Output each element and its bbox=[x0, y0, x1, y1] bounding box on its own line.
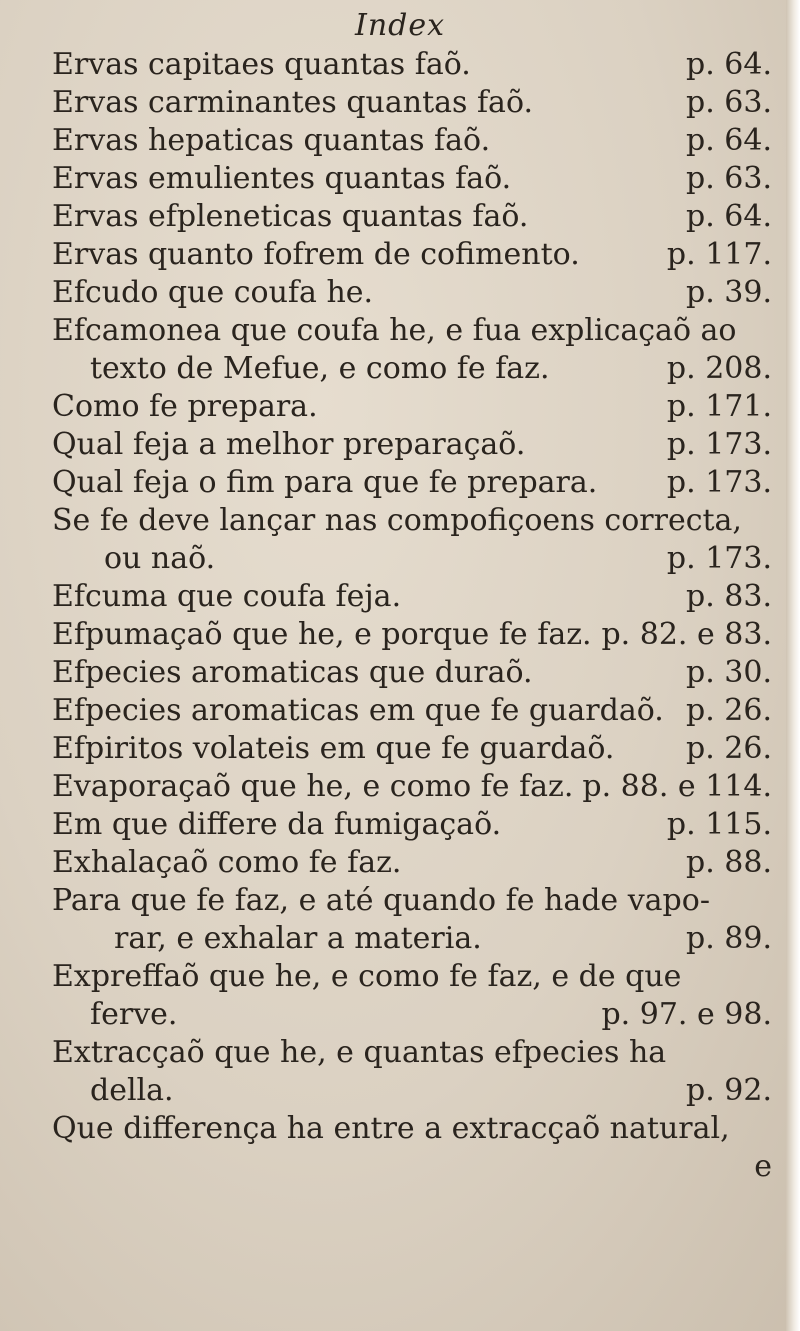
index-entry bbox=[52, 46, 772, 84]
entry-page: p. 173. bbox=[666, 465, 772, 500]
entry-text: della. bbox=[90, 1073, 174, 1108]
index-entry bbox=[52, 844, 772, 882]
entry-text: Qual feja o fim para que fe prepara. bbox=[52, 465, 598, 500]
entry-text: Ervas quanto fofrem de cofimento. bbox=[52, 237, 580, 272]
index-entry bbox=[52, 198, 772, 236]
index-entry bbox=[52, 806, 772, 844]
entry-page: p. 26. bbox=[686, 731, 772, 766]
entry-text: Ervas hepaticas quantas faõ. bbox=[52, 123, 491, 158]
index-entry bbox=[52, 160, 772, 198]
entry-page: p. 173. bbox=[666, 427, 772, 462]
entry-page: p. 97. e 98. bbox=[601, 997, 772, 1032]
index-entry bbox=[52, 312, 772, 350]
entry-page: p. 64. bbox=[686, 123, 772, 158]
entry-page: p. 64. bbox=[686, 199, 772, 234]
entry-text: Em que differe da fumigaçaõ. bbox=[52, 807, 502, 842]
entry-text: Ervas efpleneticas quantas faõ. bbox=[52, 199, 529, 234]
index-entry bbox=[52, 1034, 772, 1072]
entry-page: p. 83. bbox=[686, 579, 772, 614]
entry-text: Ervas emulientes quantas faõ. bbox=[52, 161, 512, 196]
entry-text: Efcudo que coufa he. bbox=[52, 275, 374, 310]
index-entry bbox=[52, 768, 772, 806]
entry-page: p. 89. bbox=[686, 921, 772, 956]
entry-page: p. 173. bbox=[666, 541, 772, 576]
index-entry bbox=[52, 502, 772, 540]
entry-page: p. 26. bbox=[686, 693, 772, 728]
entry-text: Efpecies aromaticas que duraõ. bbox=[52, 655, 533, 690]
entry-text: Ervas carminantes quantas faõ. bbox=[52, 85, 534, 120]
entry-page: p. 63. bbox=[686, 161, 772, 196]
index-entry bbox=[52, 692, 772, 730]
entry-page: p. 171. bbox=[666, 389, 772, 424]
entry-text: Exhalaçaõ como fe faz. bbox=[52, 845, 402, 880]
entry-page: p. 117. bbox=[666, 237, 772, 272]
entry-text: Efpiritos volateis em que fe guardaõ. bbox=[52, 731, 615, 766]
catchword-text: e bbox=[754, 1149, 772, 1184]
entry-text: Efcamonea que coufa he, e fua explicaçaõ ao bbox=[52, 313, 737, 348]
entry-text: Efcuma que coufa feja. bbox=[52, 579, 402, 614]
index-entry bbox=[52, 274, 772, 312]
entry-page: p. 39. bbox=[686, 275, 772, 310]
entry-page: p. 88. bbox=[686, 845, 772, 880]
index-entry-continuation bbox=[52, 540, 772, 578]
index-entry-continuation bbox=[52, 1072, 772, 1110]
entry-text: Para que fe faz, e até quando fe hade vapo- bbox=[52, 883, 710, 918]
entry-text: Se fe deve lançar nas compofiçoens correcta, bbox=[52, 503, 742, 538]
index-entry bbox=[52, 122, 772, 160]
entry-page: p. 30. bbox=[686, 655, 772, 690]
index-entry bbox=[52, 84, 772, 122]
index-entry bbox=[52, 464, 772, 502]
entry-text: Efpecies aromaticas em que fe guardaõ. bbox=[52, 693, 664, 728]
entry-text: texto de Mefue, e como fe faz. bbox=[90, 351, 550, 386]
index-entry bbox=[52, 1110, 772, 1148]
index-entry bbox=[52, 236, 772, 274]
index-entry bbox=[52, 730, 772, 768]
entry-page: p. 115. bbox=[666, 807, 772, 842]
entry-text: rar, e exhalar a materia. bbox=[114, 921, 482, 956]
page-edge bbox=[786, 0, 800, 1331]
index-entry-continuation bbox=[52, 920, 772, 958]
index-entry bbox=[52, 388, 772, 426]
entry-page: p. 208. bbox=[666, 351, 772, 386]
entry-text: Que differença ha entre a extracçaõ natural, bbox=[52, 1111, 730, 1146]
page-header: Index bbox=[354, 8, 446, 43]
index-entry bbox=[52, 654, 772, 692]
index-entry bbox=[52, 882, 772, 920]
entry-text: Qual feja a melhor preparaçaõ. bbox=[52, 427, 526, 462]
index-entry bbox=[52, 426, 772, 464]
entry-page: p. 63. bbox=[686, 85, 772, 120]
entry-text: ferve. bbox=[90, 997, 178, 1032]
entry-text: ou naõ. bbox=[104, 541, 216, 576]
index-entry-continuation bbox=[52, 350, 772, 388]
entry-page: p. 88. e 114. bbox=[582, 769, 772, 804]
index-entry bbox=[52, 958, 772, 996]
index-entry-continuation bbox=[52, 996, 772, 1034]
entry-page: p. 82. e 83. bbox=[601, 617, 772, 652]
index-entries bbox=[52, 46, 772, 1186]
entry-text: Como fe prepara. bbox=[52, 389, 318, 424]
entry-text: Efpumaçaõ que he, e porque fe faz. bbox=[52, 617, 592, 652]
entry-page: p. 92. bbox=[686, 1073, 772, 1108]
index-entry bbox=[52, 578, 772, 616]
entry-text: Extracçaõ que he, e quantas efpecies ha bbox=[52, 1035, 667, 1070]
entry-text: Expreffaõ que he, e como fe faz, e de que bbox=[52, 959, 682, 994]
entry-text: Evaporaçaõ que he, e como fe faz. bbox=[52, 769, 574, 804]
entry-text: Ervas capitaes quantas faõ. bbox=[52, 47, 471, 82]
index-entry bbox=[52, 616, 772, 654]
entry-page: p. 64. bbox=[686, 47, 772, 82]
catchword bbox=[52, 1148, 772, 1186]
